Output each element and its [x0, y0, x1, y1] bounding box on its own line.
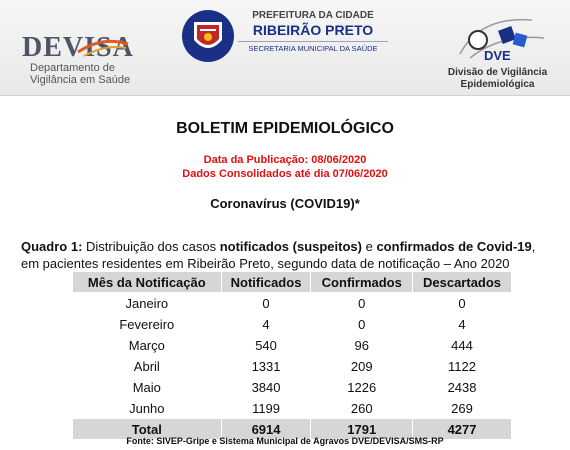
table-caption — [21, 238, 556, 272]
page-title: BOLETIM EPIDEMIOLÓGICO — [176, 120, 394, 137]
table-cell: 260 — [311, 398, 413, 419]
table-cell: Abril — [73, 356, 222, 377]
table-row — [73, 293, 512, 314]
table-row — [73, 335, 512, 356]
table-row — [73, 314, 512, 335]
dve-logo — [430, 14, 565, 90]
consolidated-date: Dados Consolidados até dia 07/06/2020 — [182, 168, 388, 180]
table-cell: 0 — [311, 314, 413, 335]
prefeitura-city: RIBEIRÃO PRETO — [252, 22, 374, 38]
table-cell: Março — [73, 335, 222, 356]
table-cell: 0 — [311, 293, 413, 314]
devisa-subtitle-1: Departamento de — [30, 62, 115, 74]
table-cell: Total — [73, 419, 222, 440]
caption-text-3: , em pacientes residentes em Ribeirão Preto, segundo data de notificação – Ano 2020 — [21, 239, 536, 271]
table-cell: Junho — [73, 398, 222, 419]
table-cell: 444 — [413, 335, 512, 356]
dve-line-1: Divisão de Vigilância — [447, 67, 548, 78]
caption-bold-1: notificados (suspeitos) — [219, 239, 362, 254]
table-cell: 4277 — [413, 419, 512, 440]
table-cell: 4 — [221, 314, 311, 335]
devisa-wordmark: DEVISA — [22, 32, 134, 63]
prefeitura-secretaria: SECRETARIA MUNICIPAL DA SAÚDE — [238, 41, 388, 53]
table-cell: 1199 — [221, 398, 311, 419]
table-cell: 1122 — [413, 356, 512, 377]
table-cell: Fevereiro — [73, 314, 222, 335]
col-header: Confirmados — [311, 272, 413, 293]
table-row — [73, 377, 512, 398]
table-cell: 540 — [221, 335, 311, 356]
header-banner — [0, 0, 570, 96]
caption-bold-2: confirmados de Covid-19 — [376, 239, 532, 254]
coat-of-arms-icon — [180, 8, 236, 64]
table-cell: 4 — [413, 314, 512, 335]
col-header: Descartados — [413, 272, 512, 293]
caption-text-2: e — [361, 239, 377, 254]
table-row — [73, 398, 512, 419]
dve-line-2: Epidemiológica — [460, 79, 535, 90]
devisa-subtitle-2: Vigilância em Saúde — [30, 74, 131, 86]
table-cell: Maio — [73, 377, 222, 398]
table-cell: 0 — [221, 293, 311, 314]
table-cell: 269 — [413, 398, 512, 419]
table-cell: 96 — [311, 335, 413, 356]
col-header: Mês da Notificação — [73, 272, 222, 293]
cases-table — [72, 271, 512, 440]
col-header: Notificados — [221, 272, 311, 293]
table-cell: 0 — [413, 293, 512, 314]
prefeitura-text — [238, 10, 388, 53]
table-cell: 1791 — [311, 419, 413, 440]
table-cell: 1226 — [311, 377, 413, 398]
table-header-row — [73, 272, 512, 293]
table-row — [73, 356, 512, 377]
table-cell: 209 — [311, 356, 413, 377]
caption-label: Quadro 1: — [21, 239, 83, 254]
dve-emblem-icon — [440, 14, 550, 66]
table-cell: 2438 — [413, 377, 512, 398]
table-cell: 1331 — [221, 356, 311, 377]
publication-date: Data da Publicação: 08/06/2020 — [203, 154, 367, 166]
prefeitura-logo — [180, 8, 380, 68]
prefeitura-line-1: PREFEITURA DA CIDADE — [252, 10, 374, 21]
caption-text-1: Distribuição dos casos — [82, 239, 220, 254]
source-note: Fonte: SIVEP-Gripe e Sistema Municipal de Agravos DVE/DEVISA/SMS-RP — [126, 436, 444, 446]
table-cell: Janeiro — [73, 293, 222, 314]
subject-heading: Coronavírus (COVID19)* — [210, 196, 360, 211]
dve-wordmark: DVE — [484, 48, 511, 63]
table-cell: 3840 — [221, 377, 311, 398]
devisa-swoosh-icon — [76, 38, 130, 58]
table-cell: 6914 — [221, 419, 311, 440]
